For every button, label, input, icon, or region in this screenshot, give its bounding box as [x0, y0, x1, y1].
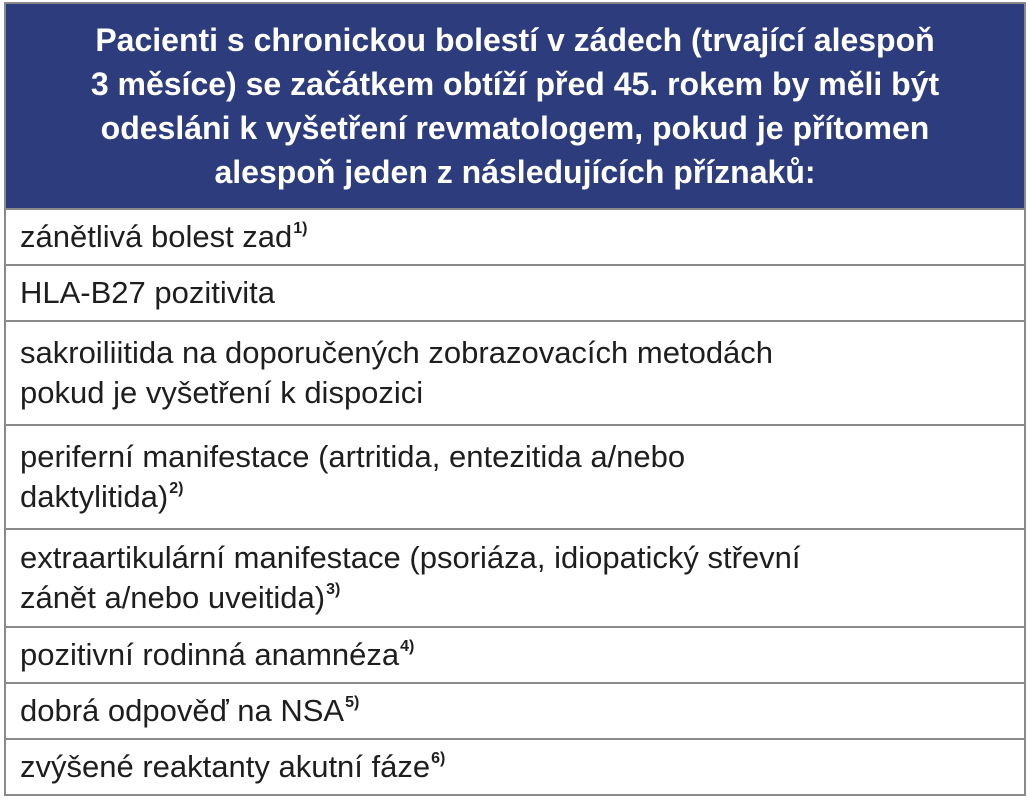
footnote-marker: 4) [400, 638, 415, 655]
table-row [6, 626, 1024, 682]
criterion-text: daktylitida) [20, 479, 169, 514]
table-row [6, 264, 1024, 320]
table-row [6, 320, 1024, 424]
footnote-marker: 6) [431, 750, 446, 767]
criterion-text: zánětlivá bolest zad [20, 219, 293, 254]
table-row [6, 424, 1024, 528]
criterion-text: HLA-B27 pozitivita [20, 275, 276, 310]
footnote-marker: 1) [293, 220, 308, 237]
header-line: alespoň jeden z následujících příznaků: [214, 154, 816, 190]
header-line: Pacienti s chronickou bolestí v zádech (trvající alespoň [95, 22, 935, 58]
table-row [6, 682, 1024, 738]
footnote-marker: 2) [169, 480, 184, 497]
criterion-text: dobrá odpověď na NSA [20, 693, 345, 728]
table-row [6, 208, 1024, 264]
table-row [6, 738, 1024, 794]
header-line: odesláni k vyšetření revmatologem, pokud je přítomen [100, 110, 930, 146]
footnote-marker: 5) [345, 694, 360, 711]
criterion-text: extraartikulární manifestace (psoriáza, idiopatický střevní [20, 540, 801, 575]
criterion-text: zvýšené reaktanty akutní fáze [20, 749, 431, 784]
footnote-marker: 3) [326, 581, 341, 598]
criterion-text: pokud je vyšetření k dispozici [20, 375, 424, 410]
criterion-text: zánět a/nebo uveitida) [20, 580, 326, 615]
table-header [6, 4, 1024, 208]
criterion-text: periferní manifestace (artritida, entezitida a/nebo [20, 439, 686, 474]
criterion-text: pozitivní rodinná anamnéza [20, 637, 400, 672]
table-row [6, 528, 1024, 626]
criterion-text: sakroiliitida na doporučených zobrazovacích metodách [20, 335, 774, 370]
referral-criteria-table [4, 2, 1026, 796]
header-line: 3 měsíce) se začátkem obtíží před 45. rokem by měli být [90, 66, 940, 102]
